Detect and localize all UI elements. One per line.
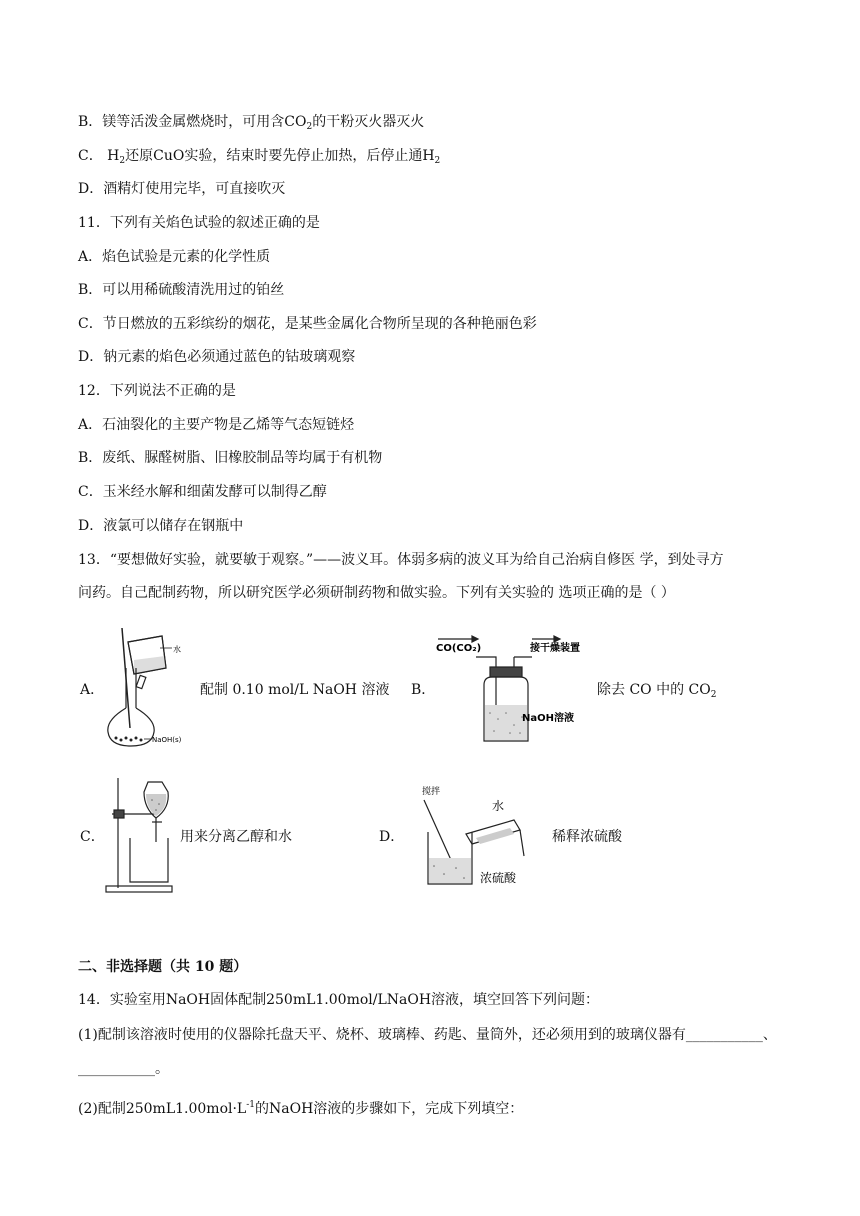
pouring-beaker — [128, 636, 166, 674]
q13-option-c-label: C． — [80, 829, 105, 845]
figb-gas-label: CO(CO₂) — [436, 643, 482, 654]
q13-option-b-caption: 除去 CO 中的 $CO_2$ — [597, 682, 717, 700]
figa-water-label: 水 — [173, 645, 181, 654]
separatory-funnel-diagram — [104, 778, 180, 894]
volumetric-flask-diagram — [100, 628, 200, 750]
q11-stem: 11．下列有关焰色试验的叙述正确的是 — [78, 215, 320, 231]
q10-option-c: C． $H_2$还原CuO实验，结束时要先停止加热，后停止通$H_2$ — [78, 148, 441, 166]
q10-option-b: B．镁等活泼金属燃烧时，可用含$CO_2$的干粉灭火器灭火 — [78, 114, 425, 132]
naoh-particles — [115, 737, 143, 742]
q11-option-d: D．钠元素的焰色必须通过蓝色的钴玻璃观察 — [78, 349, 356, 365]
q13-option-c-caption: 用来分离乙醇和水 — [180, 829, 292, 845]
naoh-solution-fill — [485, 705, 527, 740]
figd-acid-label: 浓硫酸 — [480, 871, 517, 885]
q11-option-c: C．节日燃放的五彩缤纷的烟花，是某些金属化合物所呈现的各种艳丽色彩 — [78, 316, 537, 332]
q14-part1-line1: (1)配制该溶液时使用的仪器除托盘天平、烧杯、玻璃棒、药匙、量筒外，还必须用到的玻璃仪器有___________、 — [78, 1027, 777, 1043]
q14-part2: (2)配制$250mL1.00mol\cdot L^{-1}$的NaOH溶液的步骤如下，完成下列填空： — [78, 1100, 524, 1117]
q13-option-a-caption: 配制 0.10 mol/L NaOH 溶液 — [200, 682, 390, 698]
q14-stem: 14．实验室用NaOH固体配制250mL1.00mol/LNaOH溶液，填空回答下列问题： — [78, 992, 600, 1008]
q13-option-d-label: D． — [379, 829, 405, 845]
q14-part1-line2: ___________。 — [78, 1061, 169, 1077]
q11-option-b: B．可以用稀硫酸清洗用过的铂丝 — [78, 282, 285, 298]
figa-naoh-label: NaOH(s) — [152, 736, 182, 744]
acid-fill — [429, 858, 471, 883]
q12-option-a: A．石油裂化的主要产物是乙烯等气态短链烃 — [78, 417, 355, 433]
figd-stir-label: 搅拌 — [422, 787, 441, 797]
figb-dry-label: 接干燥装置 — [530, 643, 580, 654]
dilution-diagram — [412, 782, 552, 890]
q12-option-d: D．液氯可以储存在钢瓶中 — [78, 518, 244, 534]
q13-stem-line1: 13．“要想做好实验，就要敏于观察。”——波义耳。体弱多病的波义耳为给自己治病自修医 学，到处寻方 — [78, 552, 724, 568]
q13-option-a-label: A． — [80, 682, 105, 698]
q10-option-d: D．酒精灯使用完毕，可直接吹灭 — [78, 181, 286, 197]
q12-option-b: B．废纸、脲醛树脂、旧橡胶制品等均属于有机物 — [78, 450, 383, 466]
gas-washing-bottle-diagram — [436, 633, 596, 745]
figd-water-label: 水 — [492, 799, 505, 813]
q13-option-b-label: B． — [411, 682, 436, 698]
q13-option-d-caption: 稀释浓硫酸 — [552, 829, 622, 845]
section-2-title: 二、非选择题（共 10 题） — [78, 959, 248, 975]
flask — [108, 668, 154, 746]
q13-stem-line2: 问药。自己配制药物，所以研究医学必须研制药物和做实验。下列有关实验的 选项正确的是（ ） — [78, 585, 675, 601]
q12-stem: 12．下列说法不正确的是 — [78, 383, 236, 399]
q12-option-c: C．玉米经水解和细菌发酵可以制得乙醇 — [78, 484, 327, 500]
figb-solution-label: NaOH溶液 — [522, 713, 574, 724]
q11-option-a: A．焰色试验是元素的化学性质 — [78, 249, 271, 265]
